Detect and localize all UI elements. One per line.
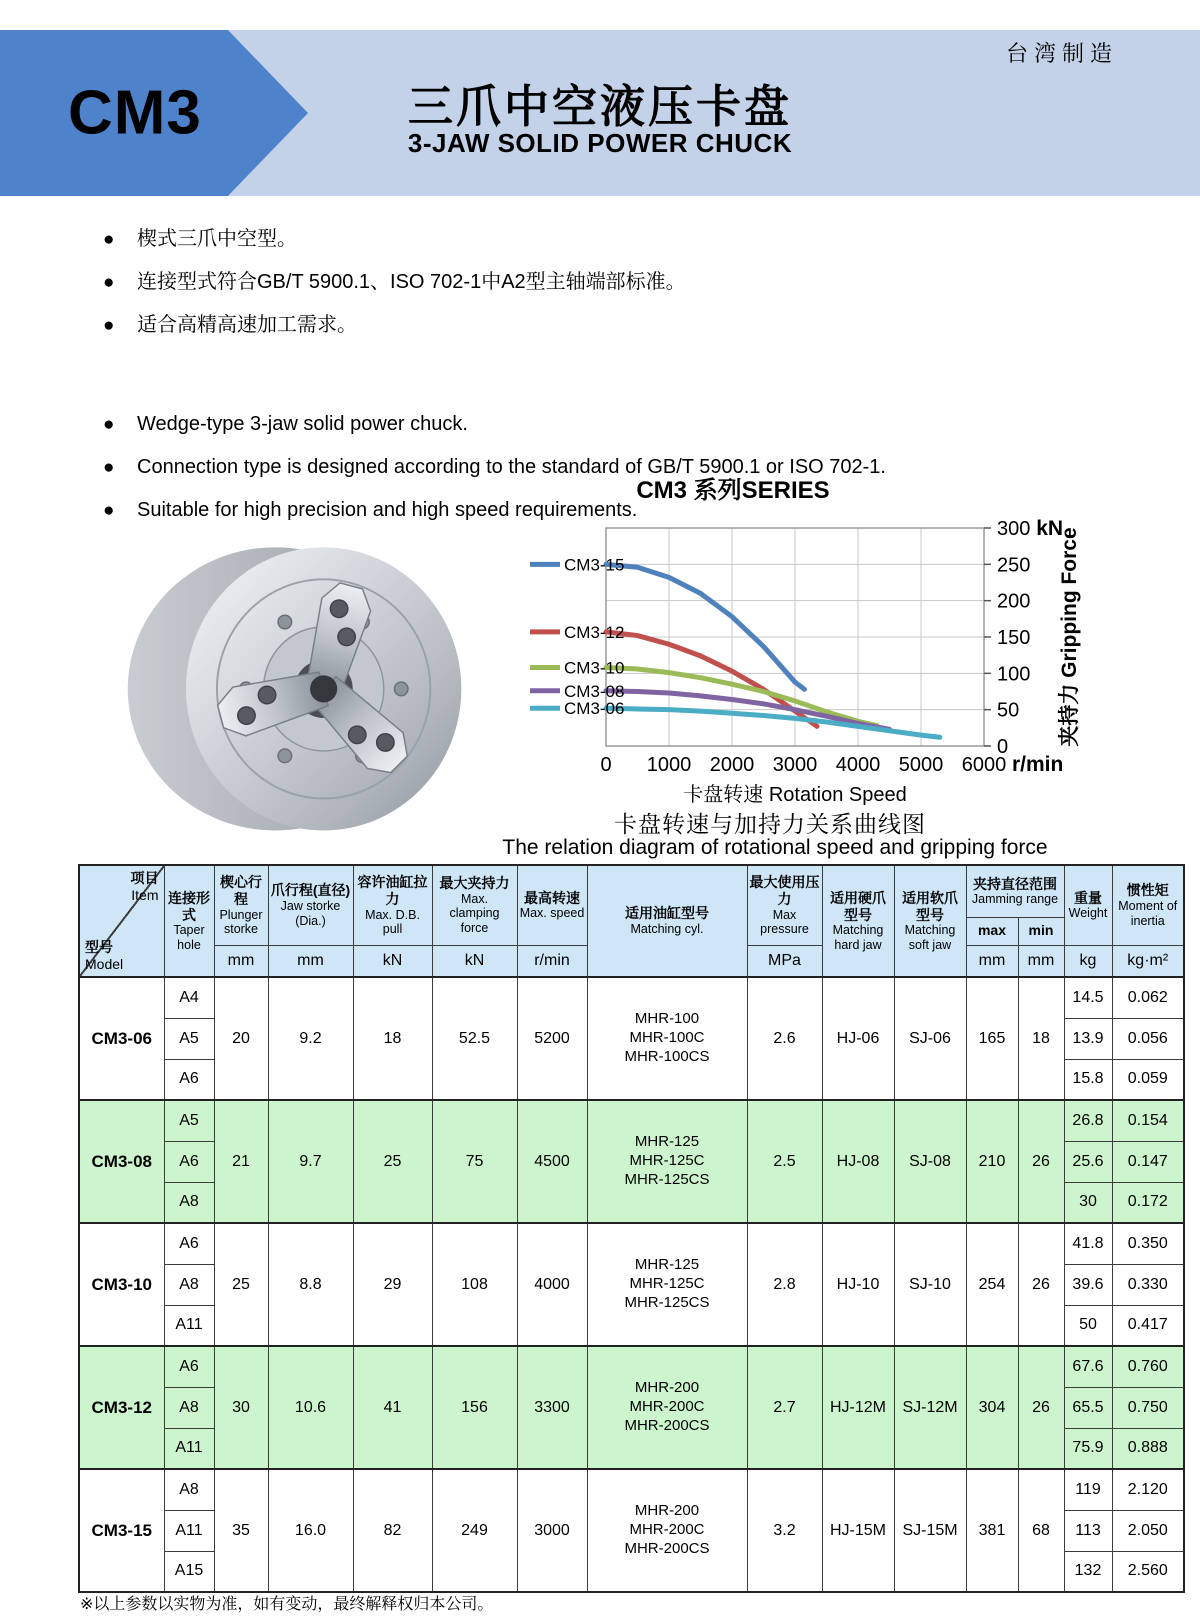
header-cell-jaw-stroke: 爪行程(直径) Jaw storke (Dia.) (268, 865, 353, 945)
speed-cell: 4500 (517, 1100, 587, 1223)
jamming-max-cell: 165 (966, 977, 1018, 1100)
unit-pressure: MPa (747, 945, 822, 977)
taper-cell: A8 (164, 1469, 214, 1510)
unit-plunger: mm (214, 945, 268, 977)
taper-cell: A6 (164, 1141, 214, 1182)
y-tick-label: 200 (997, 590, 1031, 613)
unit-clamping: kN (432, 945, 517, 977)
footnote: ※以上参数以实物为准，如有变动，最终解释权归本公司。 (80, 1596, 494, 1613)
taper-cell: A15 (164, 1551, 214, 1592)
weight-cell: 26.8 (1064, 1100, 1112, 1141)
x-tick-label: 4000 (835, 754, 881, 776)
jamming-min-cell: 26 (1018, 1223, 1064, 1346)
db-pull-cell: 25 (353, 1100, 432, 1223)
plunger-cell: 21 (214, 1100, 268, 1223)
model-cell: CM3-06 (79, 977, 164, 1100)
inertia-cell: 0.888 (1112, 1428, 1184, 1469)
x-tick-label: 3000 (772, 754, 818, 776)
legend-label-CM3-08: CM3-08 (564, 681, 625, 701)
x-tick-label: 6000 (961, 754, 1007, 776)
speed-cell: 5200 (517, 977, 587, 1100)
weight-cell: 15.8 (1064, 1059, 1112, 1100)
series-line-CM3-06 (606, 708, 940, 737)
legend-label-CM3-10: CM3-10 (564, 658, 625, 678)
y-tick-label: 250 (997, 554, 1031, 577)
inertia-cell: 0.147 (1112, 1141, 1184, 1182)
taper-cell: A8 (164, 1182, 214, 1223)
unit-inertia: kg·m² (1112, 945, 1184, 977)
x-tick-label: 2000 (709, 754, 755, 776)
jaw-stroke-cell: 10.6 (268, 1346, 353, 1469)
header-cell-plunger: 楔心行程 Plunger storke (214, 865, 268, 945)
weight-cell: 30 (1064, 1182, 1112, 1223)
jamming-min-cell: 68 (1018, 1469, 1064, 1592)
header-cell-jamming-max: max (966, 917, 1018, 945)
chart-svg (518, 466, 1128, 814)
taper-cell: A5 (164, 1100, 214, 1141)
inertia-cell: 0.760 (1112, 1346, 1184, 1387)
pressure-cell: 2.5 (747, 1100, 822, 1223)
chart-caption-en: The relation diagram of rotational speed and gripping force (502, 836, 1048, 859)
header-cell-pressure: 最大使用压力 Max pressure (747, 865, 822, 945)
header-cell-soft-jaw: 适用软爪型号 Matching soft jaw (894, 865, 966, 977)
header-cell-model-item: 项目 Item 型号 Model (79, 865, 164, 977)
cylinder-cell: MHR-200 MHR-200C MHR-200CS (587, 1346, 747, 1469)
hard-jaw-cell: HJ-12M (822, 1346, 894, 1469)
chart-caption-zh: 卡盘转速与加持力关系曲线图 (614, 811, 926, 837)
unit-db-pull: kN (353, 945, 432, 977)
plunger-cell: 25 (214, 1223, 268, 1346)
pressure-cell: 2.8 (747, 1223, 822, 1346)
jamming-max-cell: 304 (966, 1346, 1018, 1469)
plunger-cell: 35 (214, 1469, 268, 1592)
hard-jaw-cell: HJ-15M (822, 1469, 894, 1592)
spec-table-header (79, 865, 1184, 977)
feature-zh-3: ● 适合高精高速加工需求。 (103, 304, 1003, 347)
inertia-cell: 0.062 (1112, 977, 1184, 1018)
taper-cell: A6 (164, 1223, 214, 1264)
weight-cell: 14.5 (1064, 977, 1112, 1018)
soft-jaw-cell: SJ-08 (894, 1100, 966, 1223)
inertia-cell: 0.059 (1112, 1059, 1184, 1100)
x-tick-label: 1000 (646, 754, 692, 776)
weight-cell: 39.6 (1064, 1264, 1112, 1305)
weight-cell: 65.5 (1064, 1387, 1112, 1428)
jamming-max-cell: 254 (966, 1223, 1018, 1346)
spec-table-body (79, 977, 1184, 1592)
soft-jaw-cell: SJ-06 (894, 977, 966, 1100)
taper-cell: A8 (164, 1264, 214, 1305)
spacer (103, 347, 1003, 403)
clamping-cell: 156 (432, 1346, 517, 1469)
inertia-cell: 0.154 (1112, 1100, 1184, 1141)
legend-label-CM3-12: CM3-12 (564, 622, 625, 642)
jaw-stroke-cell: 16.0 (268, 1469, 353, 1592)
cylinder-cell: MHR-100 MHR-100C MHR-100CS (587, 977, 747, 1100)
header-cell-hard-jaw: 适用硬爪型号 Matching hard jaw (822, 865, 894, 977)
gripping-force-chart (518, 466, 1128, 814)
taper-cell: A11 (164, 1428, 214, 1469)
speed-cell: 3000 (517, 1469, 587, 1592)
header-cell-db-pull: 容许油缸拉力 Max. D.B. pull (353, 865, 432, 945)
x-axis-unit: r/min (1012, 753, 1064, 776)
inertia-cell: 0.330 (1112, 1264, 1184, 1305)
feature-en-1: ● Wedge-type 3-jaw solid power chuck. (103, 403, 1003, 446)
taper-cell: A5 (164, 1018, 214, 1059)
pressure-cell: 2.7 (747, 1346, 822, 1469)
jamming-max-cell: 381 (966, 1469, 1018, 1592)
y-tick-label: 0 (997, 736, 1009, 758)
inertia-cell: 2.120 (1112, 1469, 1184, 1510)
taper-cell: A8 (164, 1387, 214, 1428)
y-tick-label: 100 (997, 663, 1031, 686)
soft-jaw-cell: SJ-15M (894, 1469, 966, 1592)
clamping-cell: 249 (432, 1469, 517, 1592)
feature-zh-1: ● 楔式三爪中空型。 (103, 218, 1003, 261)
speed-cell: 4000 (517, 1223, 587, 1346)
header-band (0, 30, 1200, 196)
soft-jaw-cell: SJ-10 (894, 1223, 966, 1346)
jamming-min-cell: 26 (1018, 1100, 1064, 1223)
made-in-label: 台湾制造 (1005, 41, 1118, 66)
jamming-min-cell: 26 (1018, 1346, 1064, 1469)
model-cell: CM3-10 (79, 1223, 164, 1346)
page-title-en: 3-JAW SOLID POWER CHUCK (407, 128, 793, 158)
db-pull-cell: 41 (353, 1346, 432, 1469)
header-cell-clamping: 最大夹持力 Max. clamping force (432, 865, 517, 945)
unit-jamming-min: mm (1018, 945, 1064, 977)
table-row (79, 1100, 1184, 1141)
speed-cell: 3300 (517, 1346, 587, 1469)
feature-zh-2: ● 连接型式符合GB/T 5900.1、ISO 702-1中A2型主轴端部标准。 (103, 261, 1003, 304)
model-cell: CM3-08 (79, 1100, 164, 1223)
hard-jaw-cell: HJ-08 (822, 1100, 894, 1223)
clamping-cell: 52.5 (432, 977, 517, 1100)
legend-label-CM3-15: CM3-15 (564, 555, 625, 575)
header-cell-taper: 连接形式 Taper hole (164, 865, 214, 977)
cylinder-cell: MHR-125 MHR-125C MHR-125CS (587, 1223, 747, 1346)
inertia-cell: 0.056 (1112, 1018, 1184, 1059)
x-axis-title: 卡盘转速 Rotation Speed (683, 784, 907, 806)
soft-jaw-cell: SJ-12M (894, 1346, 966, 1469)
weight-cell: 132 (1064, 1551, 1112, 1592)
inertia-cell: 0.172 (1112, 1182, 1184, 1223)
jaw-stroke-cell: 9.7 (268, 1100, 353, 1223)
table-row (79, 1469, 1184, 1510)
inertia-cell: 2.560 (1112, 1551, 1184, 1592)
y-axis-title: 夹持力 Gripping Force (1058, 527, 1081, 747)
weight-cell: 25.6 (1064, 1141, 1112, 1182)
db-pull-cell: 82 (353, 1469, 432, 1592)
product-photo (118, 526, 506, 846)
x-tick-label: 0 (600, 754, 612, 776)
unit-jaw-stroke: mm (268, 945, 353, 977)
cylinder-cell: MHR-125 MHR-125C MHR-125CS (587, 1100, 747, 1223)
weight-cell: 119 (1064, 1469, 1112, 1510)
unit-weight: kg (1064, 945, 1112, 977)
cylinder-cell: MHR-200 MHR-200C MHR-200CS (587, 1469, 747, 1592)
clamping-cell: 108 (432, 1223, 517, 1346)
y-tick-label: 150 (997, 627, 1031, 649)
header-cell-speed: 最高转速 Max. speed (517, 865, 587, 945)
taper-cell: A6 (164, 1059, 214, 1100)
plunger-cell: 30 (214, 1346, 268, 1469)
jamming-min-cell: 18 (1018, 977, 1064, 1100)
clamping-cell: 75 (432, 1100, 517, 1223)
weight-cell: 75.9 (1064, 1428, 1112, 1469)
spec-table-wrap (78, 864, 1183, 1593)
y-tick-label: 300 kN (997, 517, 1064, 540)
weight-cell: 113 (1064, 1510, 1112, 1551)
chart-title: CM3 系列SERIES (636, 477, 830, 504)
y-tick-label: 50 (997, 699, 1020, 722)
weight-cell: 50 (1064, 1305, 1112, 1346)
chuck-illustration (118, 526, 506, 846)
x-tick-label: 5000 (898, 754, 944, 776)
product-code: CM3 (68, 78, 202, 148)
page-title-zh: 三爪中空液压卡盘 (407, 81, 792, 132)
unit-jamming-max: mm (966, 945, 1018, 977)
model-cell: CM3-12 (79, 1346, 164, 1469)
taper-cell: A11 (164, 1510, 214, 1551)
hard-jaw-cell: HJ-10 (822, 1223, 894, 1346)
hard-jaw-cell: HJ-06 (822, 977, 894, 1100)
feature-en-2: ● Connection type is designed according to the standard of GB/T 5900.1 or ISO 702-1. (103, 446, 1003, 489)
table-row (79, 977, 1184, 1018)
pressure-cell: 2.6 (747, 977, 822, 1100)
taper-cell: A4 (164, 977, 214, 1018)
taper-cell: A6 (164, 1346, 214, 1387)
db-pull-cell: 18 (353, 977, 432, 1100)
header-cell-jamming-min: min (1018, 917, 1064, 945)
inertia-cell: 0.417 (1112, 1305, 1184, 1346)
table-row (79, 1346, 1184, 1387)
model-cell: CM3-15 (79, 1469, 164, 1592)
unit-speed: r/min (517, 945, 587, 977)
weight-cell: 13.9 (1064, 1018, 1112, 1059)
weight-cell: 41.8 (1064, 1223, 1112, 1264)
inertia-cell: 2.050 (1112, 1510, 1184, 1551)
spec-table (78, 864, 1185, 1593)
jaw-stroke-cell: 9.2 (268, 977, 353, 1100)
db-pull-cell: 29 (353, 1223, 432, 1346)
jaw-stroke-cell: 8.8 (268, 1223, 353, 1346)
jamming-max-cell: 210 (966, 1100, 1018, 1223)
header-cell-cylinder: 适用油缸型号 Matching cyl. (587, 865, 747, 977)
legend-label-CM3-06: CM3-06 (564, 699, 625, 719)
header-cell-jamming-range: 夹持直径范围 Jamming range (966, 865, 1064, 917)
header-cell-inertia: 惯性矩 Moment of inertia (1112, 865, 1184, 945)
inertia-cell: 0.750 (1112, 1387, 1184, 1428)
feature-en-3: ● Suitable for high precision and high speed requirements. (103, 489, 1003, 532)
taper-cell: A11 (164, 1305, 214, 1346)
header-cell-weight: 重量 Weight (1064, 865, 1112, 945)
pressure-cell: 3.2 (747, 1469, 822, 1592)
table-row (79, 1223, 1184, 1264)
inertia-cell: 0.350 (1112, 1223, 1184, 1264)
plunger-cell: 20 (214, 977, 268, 1100)
weight-cell: 67.6 (1064, 1346, 1112, 1387)
